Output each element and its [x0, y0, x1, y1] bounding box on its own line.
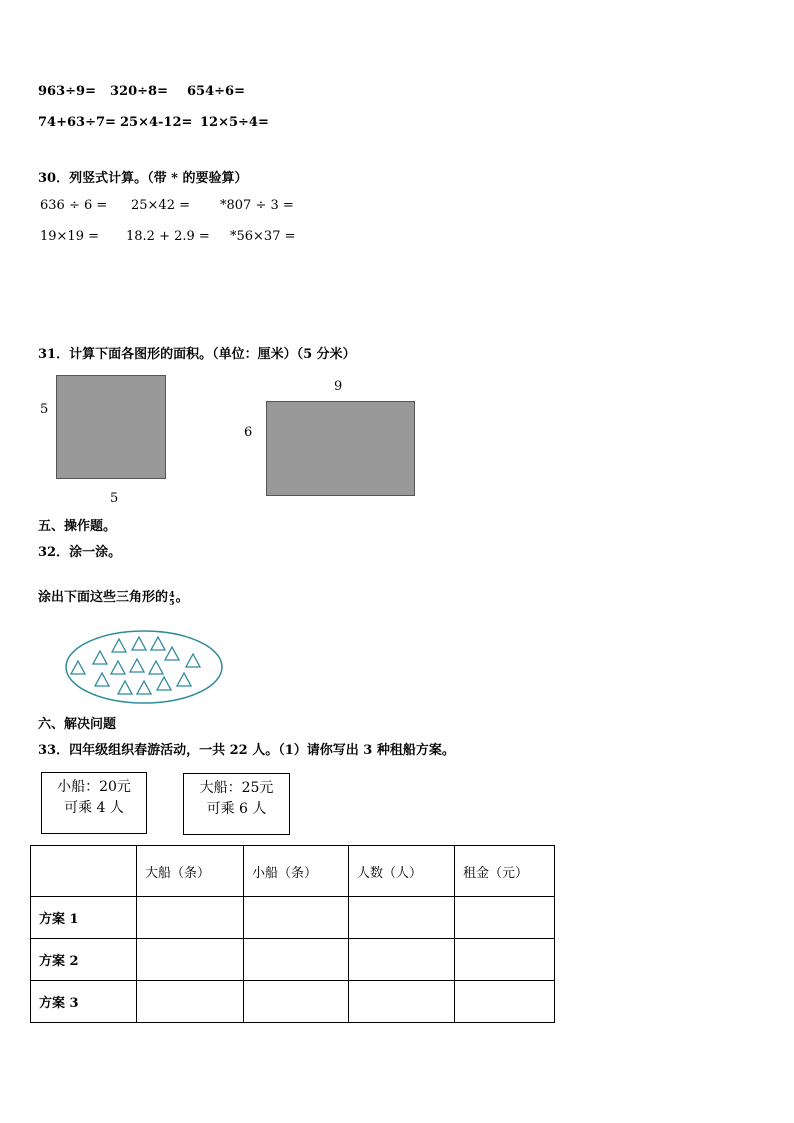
q32-instruction — [38, 586, 189, 606]
table-header-cell: 大船（条） — [137, 846, 244, 897]
answer-cell[interactable] — [244, 897, 349, 939]
table-row — [31, 897, 555, 939]
triangle-icon[interactable] — [137, 681, 151, 694]
fraction-denominator: 5 — [169, 596, 175, 607]
answer-cell[interactable] — [137, 897, 244, 939]
oral-calc-4: 74+63÷7= — [38, 115, 116, 130]
triangle-icon[interactable] — [118, 681, 132, 694]
q31-title: 31．计算下面各图形的面积。（单位：厘米）（5 分米） — [38, 347, 356, 362]
small-boat-box — [41, 772, 147, 834]
triangle-group — [71, 637, 200, 694]
answer-cell[interactable] — [455, 981, 555, 1023]
triangle-icon[interactable] — [157, 677, 171, 690]
plan-label: 方案 1 — [31, 897, 137, 939]
square-shape — [56, 375, 166, 479]
triangle-icon[interactable] — [112, 639, 126, 652]
answer-cell[interactable] — [244, 981, 349, 1023]
triangle-icon[interactable] — [130, 659, 144, 672]
q30-eq-5: 18.2 + 2.9 = — [126, 229, 210, 244]
q32-instruction-text: 涂出下面这些三角形的 — [38, 590, 169, 605]
triangle-icon[interactable] — [93, 651, 107, 664]
plan-label: 方案 3 — [31, 981, 137, 1023]
triangle-icon[interactable] — [71, 661, 85, 674]
answer-cell[interactable] — [349, 939, 455, 981]
oral-calc-2: 320÷8= — [110, 84, 168, 99]
square-bottom-label: 5 — [110, 491, 119, 506]
big-boat-price: 大船：25元 — [199, 780, 274, 796]
small-boat-price: 小船：20元 — [57, 779, 131, 795]
answer-cell[interactable] — [455, 897, 555, 939]
oral-calc-3: 654÷6= — [187, 84, 245, 99]
section-6-heading: 六、解决问题 — [38, 717, 117, 732]
q30-eq-6: *56×37 = — [230, 229, 296, 244]
fraction-four-fifths — [169, 590, 175, 606]
square-left-label: 5 — [40, 402, 49, 417]
oral-calc-5: 25×4-12= — [120, 115, 193, 130]
q32-title: 32．涂一涂。 — [38, 545, 122, 560]
big-boat-box — [183, 773, 290, 835]
plan-label: 方案 2 — [31, 939, 137, 981]
table-header-cell: 租金（元） — [455, 846, 555, 897]
q30-eq-2: 25×42 = — [131, 198, 191, 213]
triangle-icon[interactable] — [149, 661, 163, 674]
rect-left-label: 6 — [244, 425, 253, 440]
q30-eq-1: 636 ÷ 6 = — [40, 198, 108, 213]
triangles-oval — [60, 628, 230, 708]
section-5-heading: 五、操作题。 — [38, 519, 117, 534]
q33-title: 33．四年级组织春游活动，一共 22 人。（1）请你写出 3 种租船方案。 — [38, 743, 455, 758]
small-boat-capacity: 可乘 4 人 — [64, 800, 124, 816]
q30-eq-4: 19×19 = — [40, 229, 100, 244]
triangle-icon[interactable] — [95, 673, 109, 686]
triangle-icon[interactable] — [111, 661, 125, 674]
oral-calc-6: 12×5÷4= — [200, 115, 269, 130]
table-row — [31, 981, 555, 1023]
oral-calc-1: 963÷9= — [38, 84, 96, 99]
triangle-icon[interactable] — [165, 647, 179, 660]
triangle-icon[interactable] — [151, 637, 165, 650]
q30-title: 30．列竖式计算。（带 * 的要验算） — [38, 171, 248, 186]
answer-cell[interactable] — [137, 981, 244, 1023]
fraction-numerator: 4 — [169, 588, 175, 599]
table-row — [31, 939, 555, 981]
table-header-cell: 小船（条） — [244, 846, 349, 897]
triangle-icon[interactable] — [132, 637, 146, 650]
q30-eq-3: *807 ÷ 3 = — [220, 198, 294, 213]
answer-cell[interactable] — [349, 897, 455, 939]
triangle-icon[interactable] — [186, 654, 200, 667]
table-header-cell: 人数（人） — [349, 846, 455, 897]
triangle-icon[interactable] — [177, 673, 191, 686]
q32-instruction-end: 。 — [175, 590, 189, 605]
big-boat-capacity: 可乘 6 人 — [206, 801, 267, 817]
table-header-row — [31, 846, 555, 897]
rect-top-label: 9 — [334, 379, 343, 394]
answer-cell[interactable] — [455, 939, 555, 981]
rental-plan-table — [30, 845, 555, 1023]
answer-cell[interactable] — [349, 981, 455, 1023]
table-header-cell — [31, 846, 137, 897]
rectangle-shape — [266, 401, 415, 496]
answer-cell[interactable] — [137, 939, 244, 981]
answer-cell[interactable] — [244, 939, 349, 981]
